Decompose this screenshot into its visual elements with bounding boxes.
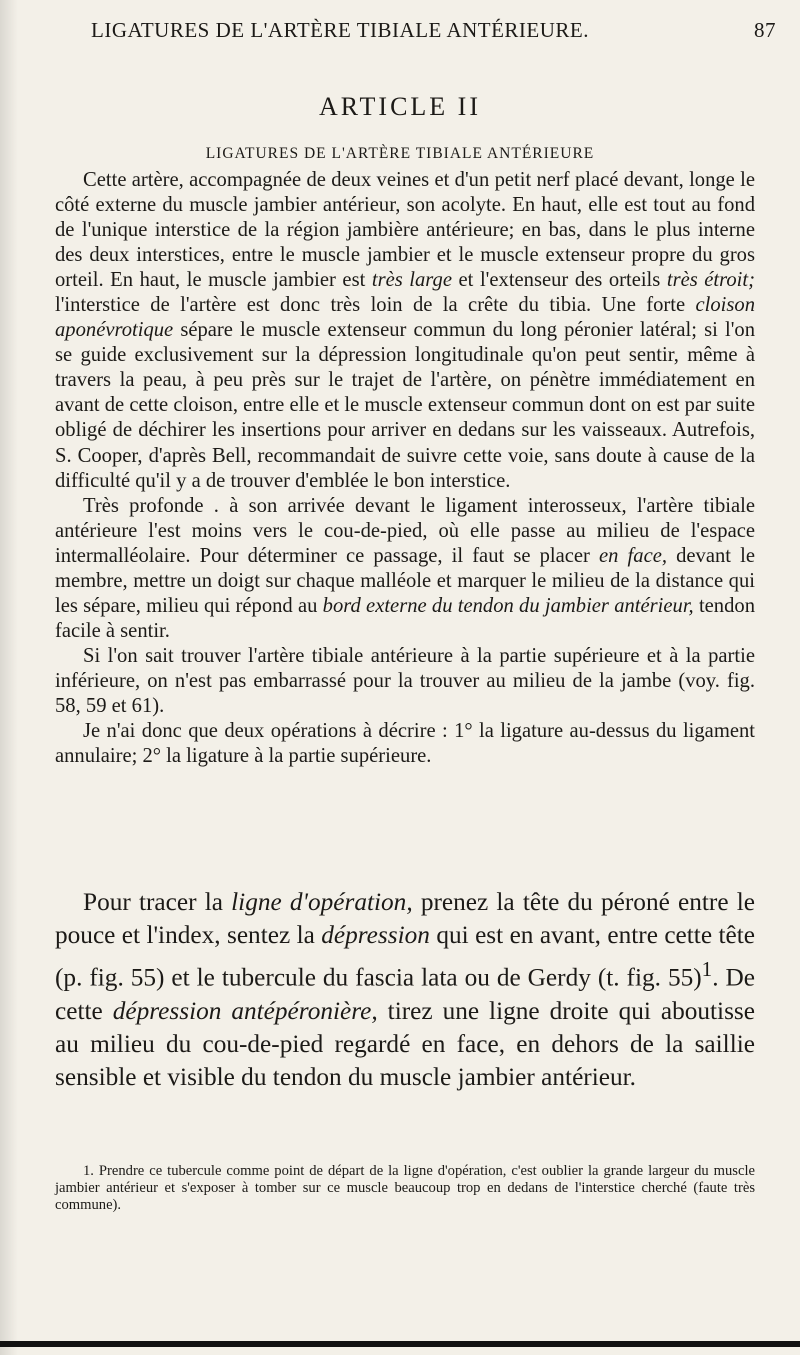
- running-title: LIGATURES DE L'ARTÈRE TIBIALE ANTÉRIEURE.: [91, 18, 590, 42]
- footnote-marker: 1: [701, 956, 713, 981]
- operation-line-text: [55, 886, 755, 1095]
- paragraph-1: Cette artère, accompagnée de deux veines et d'un petit nerf placé devant, longe le côté externe du muscle jambier antérieur, son acolyte. En haut, elle est tout au fond de l'unique interstice de la région jambière antérieure; en bas, dans le plus interne des deux interstices, entre le muscle jambier et le muscle extenseur propre du gros orteil. En haut, le muscle jambier est très large et l'extenseur des orteils très étroit; l'interstice de l'artère est donc très loin de la crête du tibia. Une forte cloison aponévrotique sépare le muscle extenseur commun du long péronier latéral; si l'on se guide exclusivement sur la dépression longitudinale qu'on peut sentir, même à travers la peau, à peu près sur le trajet de l'artère, on pénètre immédiatement en avant de cette cloison, entre elle et le muscle extenseur commun dont on est par suite obligé de déchirer les insertions pour arriver en dedans sur les vaisseaux. Autrefois, S. Cooper, d'après Bell, recommandait de suivre cette voie, sans doute à cause de la difficulté qu'il y a de trouver d'emblée le bon interstice.: [55, 169, 755, 492]
- page-number: 87: [754, 18, 776, 42]
- footnote-text: 1. Prendre ce tubercule comme point de départ de la ligne d'opération, c'est oublier la grande largeur du muscle jambier antérieur et s'exposer à tomber sur ce muscle beaucoup trop en dedans de l'interstice cherché (faute très commune).: [55, 1163, 755, 1213]
- paragraph-4: Je n'ai donc que deux opérations à décrire : 1° la ligature au-dessus du ligament annulaire; 2° la ligature à la partie supérieure.: [55, 720, 755, 768]
- section-heading: LIGATURES DE L'ARTÈRE TIBIALE ANTÉRIEURE: [205, 145, 595, 162]
- paragraph-2: Très profonde . à son arrivée devant le ligament interosseux, l'artère tibiale antérieure l'est moins vers le cou-de-pied, où elle passe au milieu de l'espace intermalléolaire. Pour déterminer ce passage, il faut se placer en face, devant le membre, mettre un doigt sur chaque malléole et marquer le milieu de la distance qui les sépare, milieu qui répond au bord externe du tendon du jambier antérieur, tendon facile à sentir.: [55, 494, 755, 642]
- body-text: [55, 168, 755, 769]
- running-header: [55, 18, 776, 43]
- article-heading: ARTICLE II: [318, 92, 482, 121]
- page-gutter-shadow: [0, 0, 18, 1355]
- footnote: [55, 1163, 755, 1214]
- paragraph-3: Si l'on sait trouver l'artère tibiale antérieure à la partie supérieure et à la partie inférieure, on n'est pas embarrassé pour la trouver au milieu de la jambe (voy. fig. 58, 59 et 61).: [55, 644, 755, 717]
- bottom-rule: [0, 1341, 800, 1347]
- paragraph-5: Pour tracer la ligne d'opération, prenez la tête du péroné entre le pouce et l'index, sentez la dépression qui est en avant, entre cette tête (p. fig. 55) et le tubercule du fascia lata ou de Gerdy (t. fig. 55)$^1$. De cette dépression antépéronière, tirez une ligne droite qui aboutisse au milieu du cou-de-pied regardé en face, en dehors de la saillie sensible et visible du tendon du muscle jambier antérieur.: [55, 888, 756, 1092]
